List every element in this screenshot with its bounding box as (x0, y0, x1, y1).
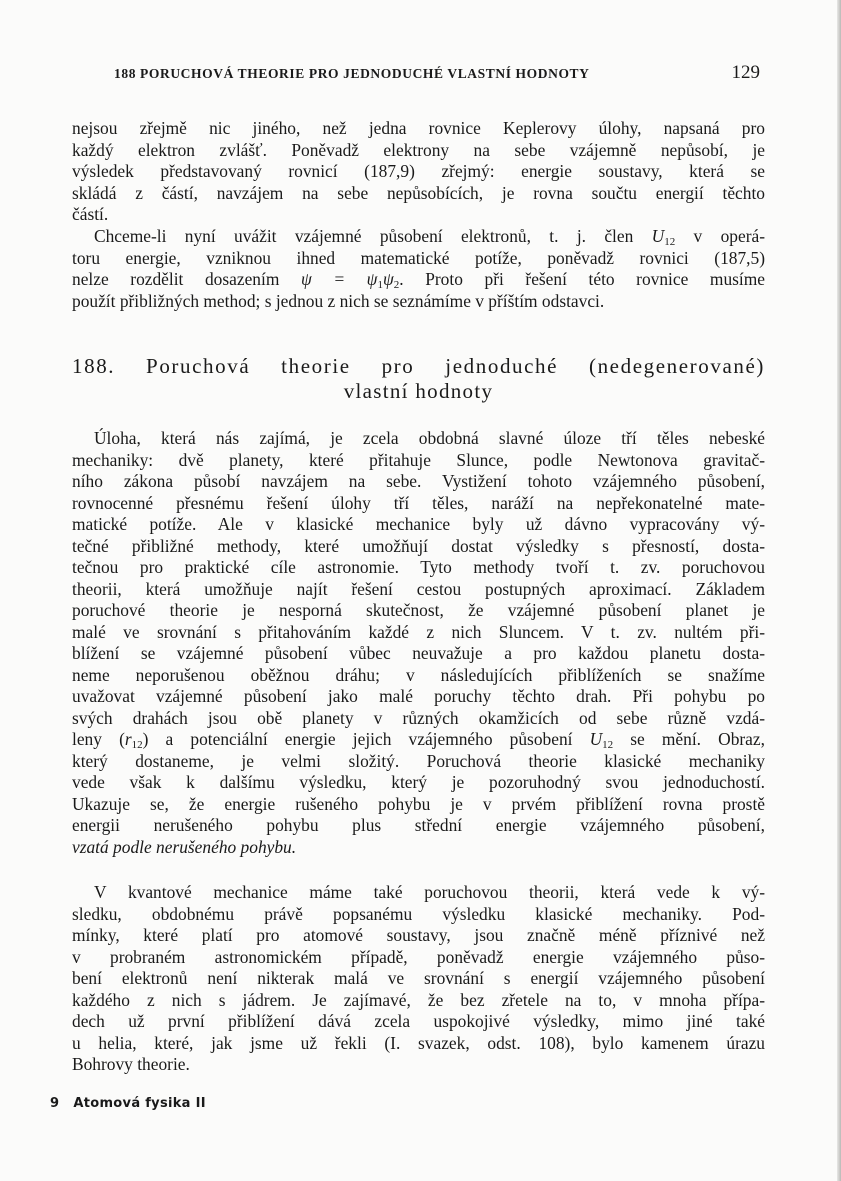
equation-psi: ψ = ψ (300, 269, 378, 289)
footer-signature (50, 1096, 206, 1111)
text-line: u helia, které, jak jsme už řekli (I. svazek, odst. 108), bylo kamenem úrazu (72, 1032, 765, 1053)
section-heading-line: 188. Poruchová theorie pro jednoduché (nedegenerované) (72, 354, 765, 378)
text-line: částí. (72, 204, 109, 224)
text-line: tečné přibližné methody, které umožňují dostat výsledky s přesností, dosta- (72, 535, 765, 556)
symbol-r: r (124, 729, 132, 749)
italic-emphasis: vzatá podle nerušeného pohybu. (72, 836, 297, 857)
text-line: každého z nich s jádrem. Je zajímavé, že bez zřetele na to, v mnoha přípa- (72, 989, 765, 1010)
text-line: mínky, které platí pro atomové soustavy, jsou značně méně příznivé než (72, 925, 765, 945)
text-line: nejsou zřejmě nic jiného, než jedna rovnice Keplerovy úlohy, napsaná pro (72, 118, 765, 138)
text-line: neme neporušenou oběžnou dráhu; v následujících přiblíženích se snažíme (72, 664, 765, 685)
section-heading (72, 354, 765, 404)
text-line: skládá z částí, navzájem na sebe nepůsobících, je rovna součtu energií těchto (72, 182, 765, 203)
text-line: v probraném astronomickém případě, poněvadž energie vzájemného půso- (72, 946, 765, 967)
signature-mark: 9 (50, 1096, 60, 1111)
text-line: rovnocenné přesnému řešení úlohy tří těles, naráží na nepřekonatelné mate- (72, 492, 765, 513)
text-line: malé ve srovnání s přitahováním každé z nich Sluncem. V t. zv. nultém při- (72, 621, 765, 642)
text-line: mechaniky: dvě planety, které přitahuje Slunce, podle Newtonova gravitač- (72, 449, 765, 470)
page-number: 129 (731, 62, 760, 83)
text-line: vede však k dalšímu výsledku, který je pozoruhodný svou jednoduchostí. (72, 772, 765, 792)
text-line: nelze rozdělit dosazením $\psi = \psi_1\psi_2$. Proto při řešení této rovnice musíme (72, 269, 765, 291)
text-line: V kvantové mechanice máme také poruchovou theorii, která vede k vý- (94, 882, 765, 902)
book-title: Atomová fysika II (73, 1096, 206, 1111)
text-line: dech už první přiblížení dává zcela uspokojivé výsledky, mimo jiné také (72, 1011, 765, 1031)
text-line: poruchové theorie je nesporná skutečnost, že vzájemné působení planet je (72, 600, 765, 620)
text-line: matické potíže. Ale v klasické mechanice byly už dávno vypracovány vý- (72, 514, 765, 534)
text-line: leny $(r_{12})$ a potenciální energie jejich vzájemného působení $U_{12}$ se mění. Obraz, (72, 729, 765, 751)
text-line: každý elektron zvlášť. Poněvadž elektrony na sebe vzájemně nepůsobí, je (72, 139, 765, 160)
text-line: tečnou pro praktické cíle astronomie. Tyto methody tvoří t. zv. poruchovou (72, 557, 765, 577)
text-line: výsledek představovaný rovnicí (187,9) zřejmý: energie soustavy, která se (72, 161, 765, 181)
text-line: sledku, obdobnému právě popsanému výsledku klasické mechaniky. Pod- (72, 903, 765, 924)
text-line: Úloha, která nás zajímá, je zcela obdobná slavné úloze tří těles nebeské (94, 428, 765, 448)
text-line: který dostaneme, je velmi složitý. Poruchová theorie klasické mechaniky (72, 750, 765, 771)
running-head (114, 62, 764, 84)
text-line: toru energie, vzniknou ihned matematické potíže, poněvadž rovnici (187,5) (72, 247, 765, 268)
paragraph-quantum (72, 882, 765, 1076)
text-line: bení elektronů není nikterak malá ve srovnání s energií vzájemného působení (72, 968, 765, 988)
text-line: Bohrovy theorie. (72, 1054, 190, 1074)
text-line: ního zákona působí navzájem na sebe. Vystižení tohoto vzájemného působení, (72, 471, 765, 491)
page-edge (837, 0, 841, 1181)
paragraph-classical (72, 428, 765, 858)
paragraph-continuation (72, 118, 765, 226)
paragraph-interaction (72, 226, 765, 312)
text-line: Chceme-li nyní uvážit vzájemné působení elektronů, t. j. člen $U_{12}$ v operá- (94, 226, 766, 248)
section-heading-line: vlastní hodnoty (343, 379, 494, 403)
text-line: Ukazuje se, že energie rušeného pohybu je v prvém přiblížení rovna prostě (72, 793, 765, 814)
text-line: uvažovat vzájemné působení jako malé poruchy těchto drah. Při pohybu po (72, 686, 765, 706)
text-line: energii nerušeného pohybu plus střední energie vzájemného působení, (72, 815, 765, 835)
text-line: použít přibližných method; s jednou z nich se seznámíme v příštím odstavci. (72, 290, 605, 311)
text-line: blížení se vzájemné působení vůbec neuvažuje a pro každou planetu dosta- (72, 643, 765, 663)
running-head-title: 188 PORUCHOVÁ THEORIE PRO JEDNODUCHÉ VLASTNÍ HODNOTY (114, 66, 590, 81)
symbol-U: U (651, 226, 665, 246)
symbol-U: U (589, 729, 603, 749)
text-line: theorii, která umožňuje najít řešení cestou postupných aproximací. Základem (72, 578, 765, 599)
text-line: svých drahách jsou obě planety v různých okamžicích od sebe různě vzdá- (72, 707, 765, 728)
